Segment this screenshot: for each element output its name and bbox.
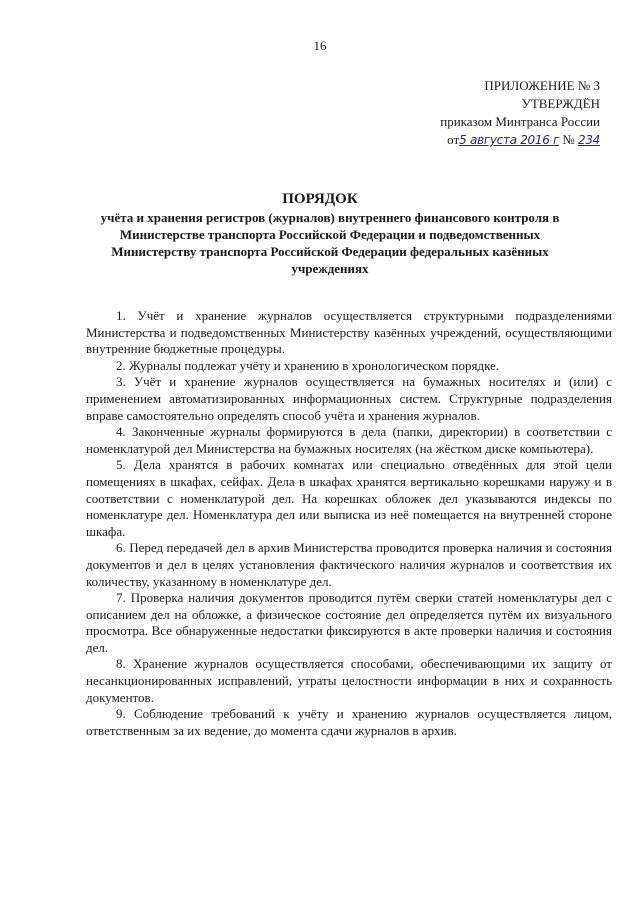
paragraph: 1. Учёт и хранение журналов осуществляется структурными подразделениями Министерства и подведомственных Министерству казённых учреждений, осуществляющими внутренние бюджетные процедуры. [86,308,612,357]
document-body [86,308,612,739]
handwritten-date: 5 августа 2016 г [459,133,560,147]
handwritten-number: 234 [577,133,600,147]
document-subtitle: учёта и хранения регистров (журналов) внутреннего финансового контроля в Министерстве транспорта Российской Федерации и подведомственных Министерству транспорта Российской Федерации федеральных казённых учреждениях [100,210,560,276]
paragraph: 7. Проверка наличия документов проводится путём сверки статей номенклатуры дел с описанием дел на обложке, а физическое состояние дел определяется путём их визуального просмотра. Все обнаруженные недостатки фиксируются в акте проверки наличия и состояния дел. [86,590,612,655]
approved-label: УТВЕРЖДЁН [521,96,600,111]
paragraph: 6. Перед передачей дел в архив Министерства проводится проверка наличия и состояния документов и дел в целях установления фактического наличия журналов и соответствия их количеству, указанному в номенклатуре дел. [86,540,612,589]
date-prefix: от [447,132,460,147]
appendix-label: ПРИЛОЖЕНИЕ № 3 [484,78,600,93]
document-title: ПОРЯДОК [282,191,358,207]
approval-block [400,77,600,149]
paragraph: 2. Журналы подлежат учёту и хранению в хронологическом порядке. [116,357,500,373]
number-prefix: № [562,132,575,147]
order-label: приказом Минтранса России [440,114,600,129]
paragraph: 3. Учёт и хранение журналов осуществляется на бумажных носителях и (или) с применением автоматизированных информационных систем. Структурные подразделения вправе самостоятельно определять способ учёта и хранения журналов. [86,374,612,423]
paragraph: 5. Дела хранятся в рабочих комнатах или специально отведённых для этой цели помещениях в шкафах, сейфах. Дела в шкафах хранятся вертикально корешками наружу и в соответствии с номенклатурой дел. На корешках обложек дел указываются индексы по номенклатуре дел. Номенклатура дел или выписка из неё помещается на внутренней стороне шкафа. [86,457,612,539]
paragraph: 9. Соблюдение требований к учёту и хранению журналов осуществляется лицом, ответственным за их ведение, до момента сдачи журналов в архив. [86,706,612,738]
paragraph: 8. Хранение журналов осуществляется способами, обеспечивающими их защиту от несанкционированных исправлений, утраты целостности информации в них и сохранность документов. [86,656,612,705]
paragraph: 4. Законченные журналы формируются в дела (папки, директории) в соответствии с номенклатурой дел Министерства на бумажных носителях (на жёстком диске компьютера). [86,424,612,456]
order-date-line [400,131,600,149]
page-number: 16 [313,38,327,53]
